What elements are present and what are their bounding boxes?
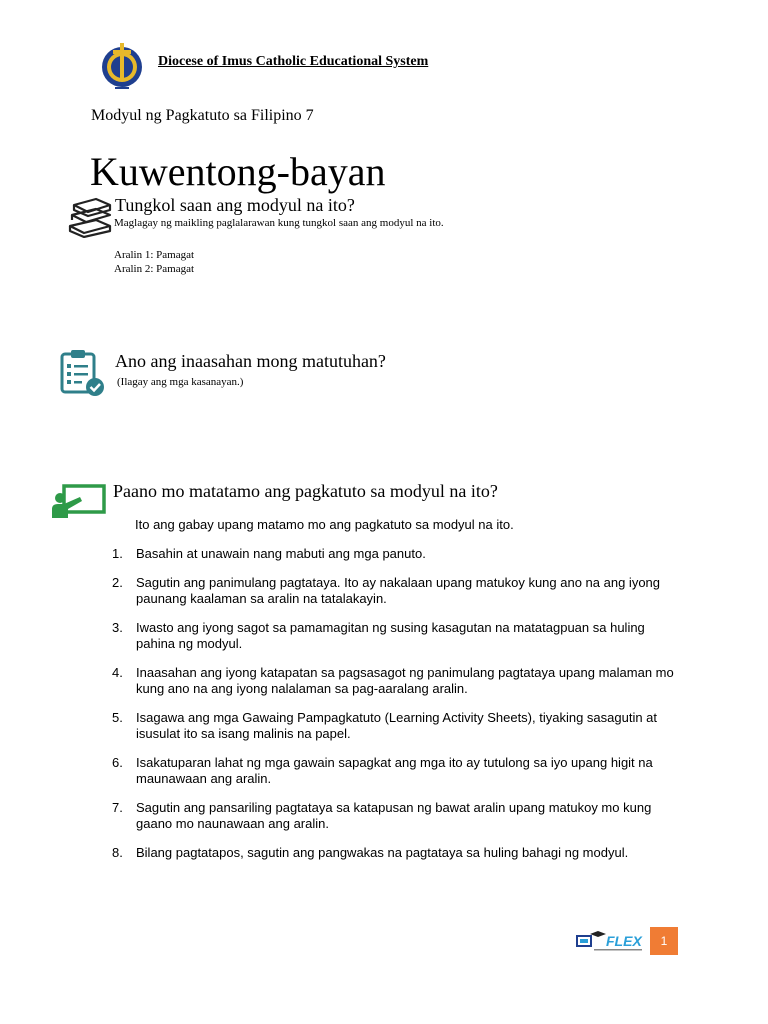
list-item bbox=[112, 620, 682, 652]
about-heading: Tungkol saan ang modyul na ito? bbox=[115, 195, 355, 215]
list-item bbox=[112, 845, 682, 861]
list-item bbox=[112, 800, 682, 832]
list-item bbox=[112, 575, 682, 607]
list-number: 3. bbox=[112, 620, 123, 635]
flex-logo-text: FLEX bbox=[606, 933, 642, 949]
about-description: Maglagay ng maikling paglalarawan kung tungkol saan ang modyul na ito. bbox=[114, 217, 444, 229]
flex-logo bbox=[576, 928, 646, 954]
how-intro: Ito ang gabay upang matamo mo ang pagkatuto sa modyul na ito. bbox=[135, 517, 514, 532]
list-text: Bilang pagtatapos, sagutin ang pangwakas na pagtataya sa huling bahagi ng modyul. bbox=[136, 845, 629, 860]
list-number: 5. bbox=[112, 710, 123, 725]
page-number: 1 bbox=[650, 927, 678, 955]
expect-heading: Ano ang inaasahan mong matutuhan? bbox=[115, 351, 386, 371]
list-number: 8. bbox=[112, 845, 123, 860]
list-number: 6. bbox=[112, 755, 123, 770]
list-item bbox=[112, 546, 682, 562]
list-number: 2. bbox=[112, 575, 123, 590]
list-text: Iwasto ang iyong sagot sa pamamagitan ng susing kasagutan na matatagpuan sa huling pahina ng modyul. bbox=[136, 620, 645, 651]
list-text: Sagutin ang pansariling pagtataya sa katapusan ng bawat aralin upang matukoy mo kung gaano mo naunawaan ang aralin. bbox=[136, 800, 652, 831]
expect-note: (Ilagay ang mga kasanayan.) bbox=[117, 376, 244, 388]
list-text: Basahin at unawain nang mabuti ang mga panuto. bbox=[136, 546, 426, 561]
list-number: 4. bbox=[112, 665, 123, 680]
books-icon bbox=[66, 196, 114, 243]
lesson-item: Aralin 1: Pamagat bbox=[114, 249, 195, 261]
diocese-logo bbox=[97, 40, 147, 90]
list-text: Sagutin ang panimulang pagtataya. Ito ay nakalaan upang matukoy kung ano na ang iyong paunang kaalaman sa aralin na tatalakayin. bbox=[136, 575, 661, 606]
list-number: 1. bbox=[112, 546, 123, 561]
clipboard-check-icon bbox=[59, 349, 107, 402]
list-item bbox=[112, 665, 682, 697]
organization-name: Diocese of Imus Catholic Educational System bbox=[158, 54, 429, 69]
how-heading: Paano mo matatamo ang pagkatuto sa modyul na ito? bbox=[113, 481, 498, 501]
instruction-list bbox=[112, 546, 682, 874]
list-text: Isagawa ang mga Gawaing Pampagkatuto (Learning Activity Sheets), tiyaking sasagutin at isusulat ito sa isang malinis na papel. bbox=[136, 710, 658, 741]
teacher-board-icon bbox=[50, 482, 106, 525]
lesson-item: Aralin 2: Pamagat bbox=[114, 263, 195, 275]
module-subject: Modyul ng Pagkatuto sa Filipino 7 bbox=[91, 107, 314, 124]
list-item bbox=[112, 710, 682, 742]
page-title: Kuwentong-bayan bbox=[90, 149, 386, 194]
list-number: 7. bbox=[112, 800, 123, 815]
list-text: Isakatuparan lahat ng mga gawain sapagkat ang mga ito ay tutulong sa iyo upang higit na maunawaan ang aralin. bbox=[136, 755, 653, 786]
list-item bbox=[112, 755, 682, 787]
list-text: Inaasahan ang iyong katapatan sa pagsasagot ng panimulang pagtataya upang malaman mo kung ano na ang iyong nalalaman sa pag-aaralang aralin. bbox=[136, 665, 674, 696]
